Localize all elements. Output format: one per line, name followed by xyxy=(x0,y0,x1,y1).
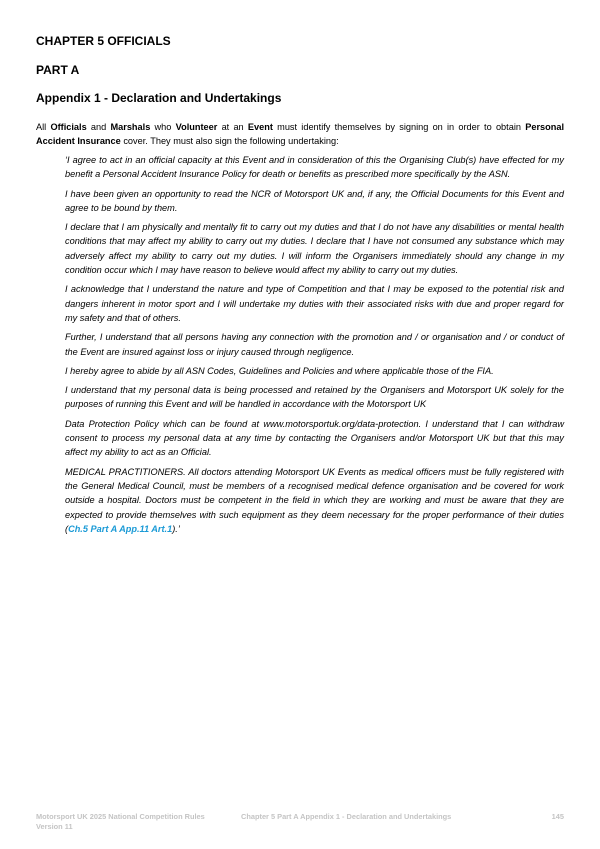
undertaking-paragraph: I understand that my personal data is being processed and retained by the Organisers and Motorsport UK solely for the purposes of running this Event and will be handled in accordance with the Motorsport UK xyxy=(65,385,564,410)
undertaking-paragraph: ‘I agree to act in an official capacity at this Event and in consideration of this the Organising Club(s) have effected for my benefit a Personal Accident Insurance Policy for death or benefits as prescribed more specifically by the ASN. xyxy=(65,155,564,180)
term-volunteer: Volunteer xyxy=(175,122,218,132)
term-marshals: Marshals xyxy=(110,122,151,132)
chapter-title: CHAPTER 5 OFFICIALS xyxy=(36,34,171,48)
term-personal-accident-insurance: Personal Accident Insurance xyxy=(36,122,565,146)
page-number: 145 xyxy=(551,812,564,821)
cross-reference-link[interactable]: Ch.5 Part A App.11 Art.1 xyxy=(68,523,173,534)
intro-paragraph: All Officials and Marshals who Volunteer at an Event must identify themselves by signing on in order to obtain Personal Accident Insurance cover. They must also sign the following undertaking: xyxy=(36,122,565,146)
part-title: PART A xyxy=(36,63,80,77)
term-officials: Officials xyxy=(50,122,87,132)
undertaking-paragraph: I acknowledge that I understand the nature and type of Competition and that I may be exposed to the potential risk and dangers inherent in motor sport and I will undertake my duties with their associated risks with due and proper regard for my safety and that of others. xyxy=(65,284,564,323)
undertaking-paragraph: Data Protection Policy which can be found at www.motorsportuk.org/data-protection. I understand that I can withdraw consent to process my personal data at any time by contacting the Organisers and/or Motorsport UK but that this may affect my ability to act as an Official. xyxy=(65,418,564,458)
medical-practitioners-paragraph: MEDICAL PRACTITIONERS. All doctors attending Motorsport UK Events as medical officers must be fully registered with the General Medical Council, must be members of a recognised medical defence organisation and be covered for work outside a hospital. Doctors must be competent in the field in which they are working and must be aware that they are expected to provide themselves with such equipment as they deem necessary for the proper performance of their duties (Ch.5 Part A App.11 Art.1).’ xyxy=(65,466,564,534)
undertaking-paragraph: I declare that I am physically and mentally fit to carry out my duties and that I do not have any disabilities or mental health conditions that may affect my ability to carry out my duties. I declare that I have not consumed any substance which may adversely affect my ability to carry out my duties. I will inform the Organisers immediately should any change in my condition occur which I may have reason to believe would affect my ability to carry out my duties. xyxy=(65,222,564,276)
footer-publication: Motorsport UK 2025 National Competition Rules xyxy=(36,812,205,821)
undertaking-text xyxy=(65,153,564,541)
footer-left xyxy=(36,812,205,832)
appendix-title: Appendix 1 - Declaration and Undertakings xyxy=(36,91,282,105)
undertaking-paragraph: I hereby agree to abide by all ASN Codes, Guidelines and Policies and where applicable those of the FIA. xyxy=(65,365,494,376)
footer-version: Version 11 xyxy=(36,822,73,831)
footer-section-title: Chapter 5 Part A Appendix 1 - Declaration and Undertakings xyxy=(241,812,452,821)
undertaking-paragraph: Further, I understand that all persons having any connection with the promotion and / or organisation and / or conduct of the Event are insured against loss or injury caused through negligence. xyxy=(65,332,564,357)
term-event: Event xyxy=(247,122,273,132)
undertaking-paragraph: I have been given an opportunity to read the NCR of Motorsport UK and, if any, the Official Documents for this Event and agree to be bound by them. xyxy=(65,188,564,213)
